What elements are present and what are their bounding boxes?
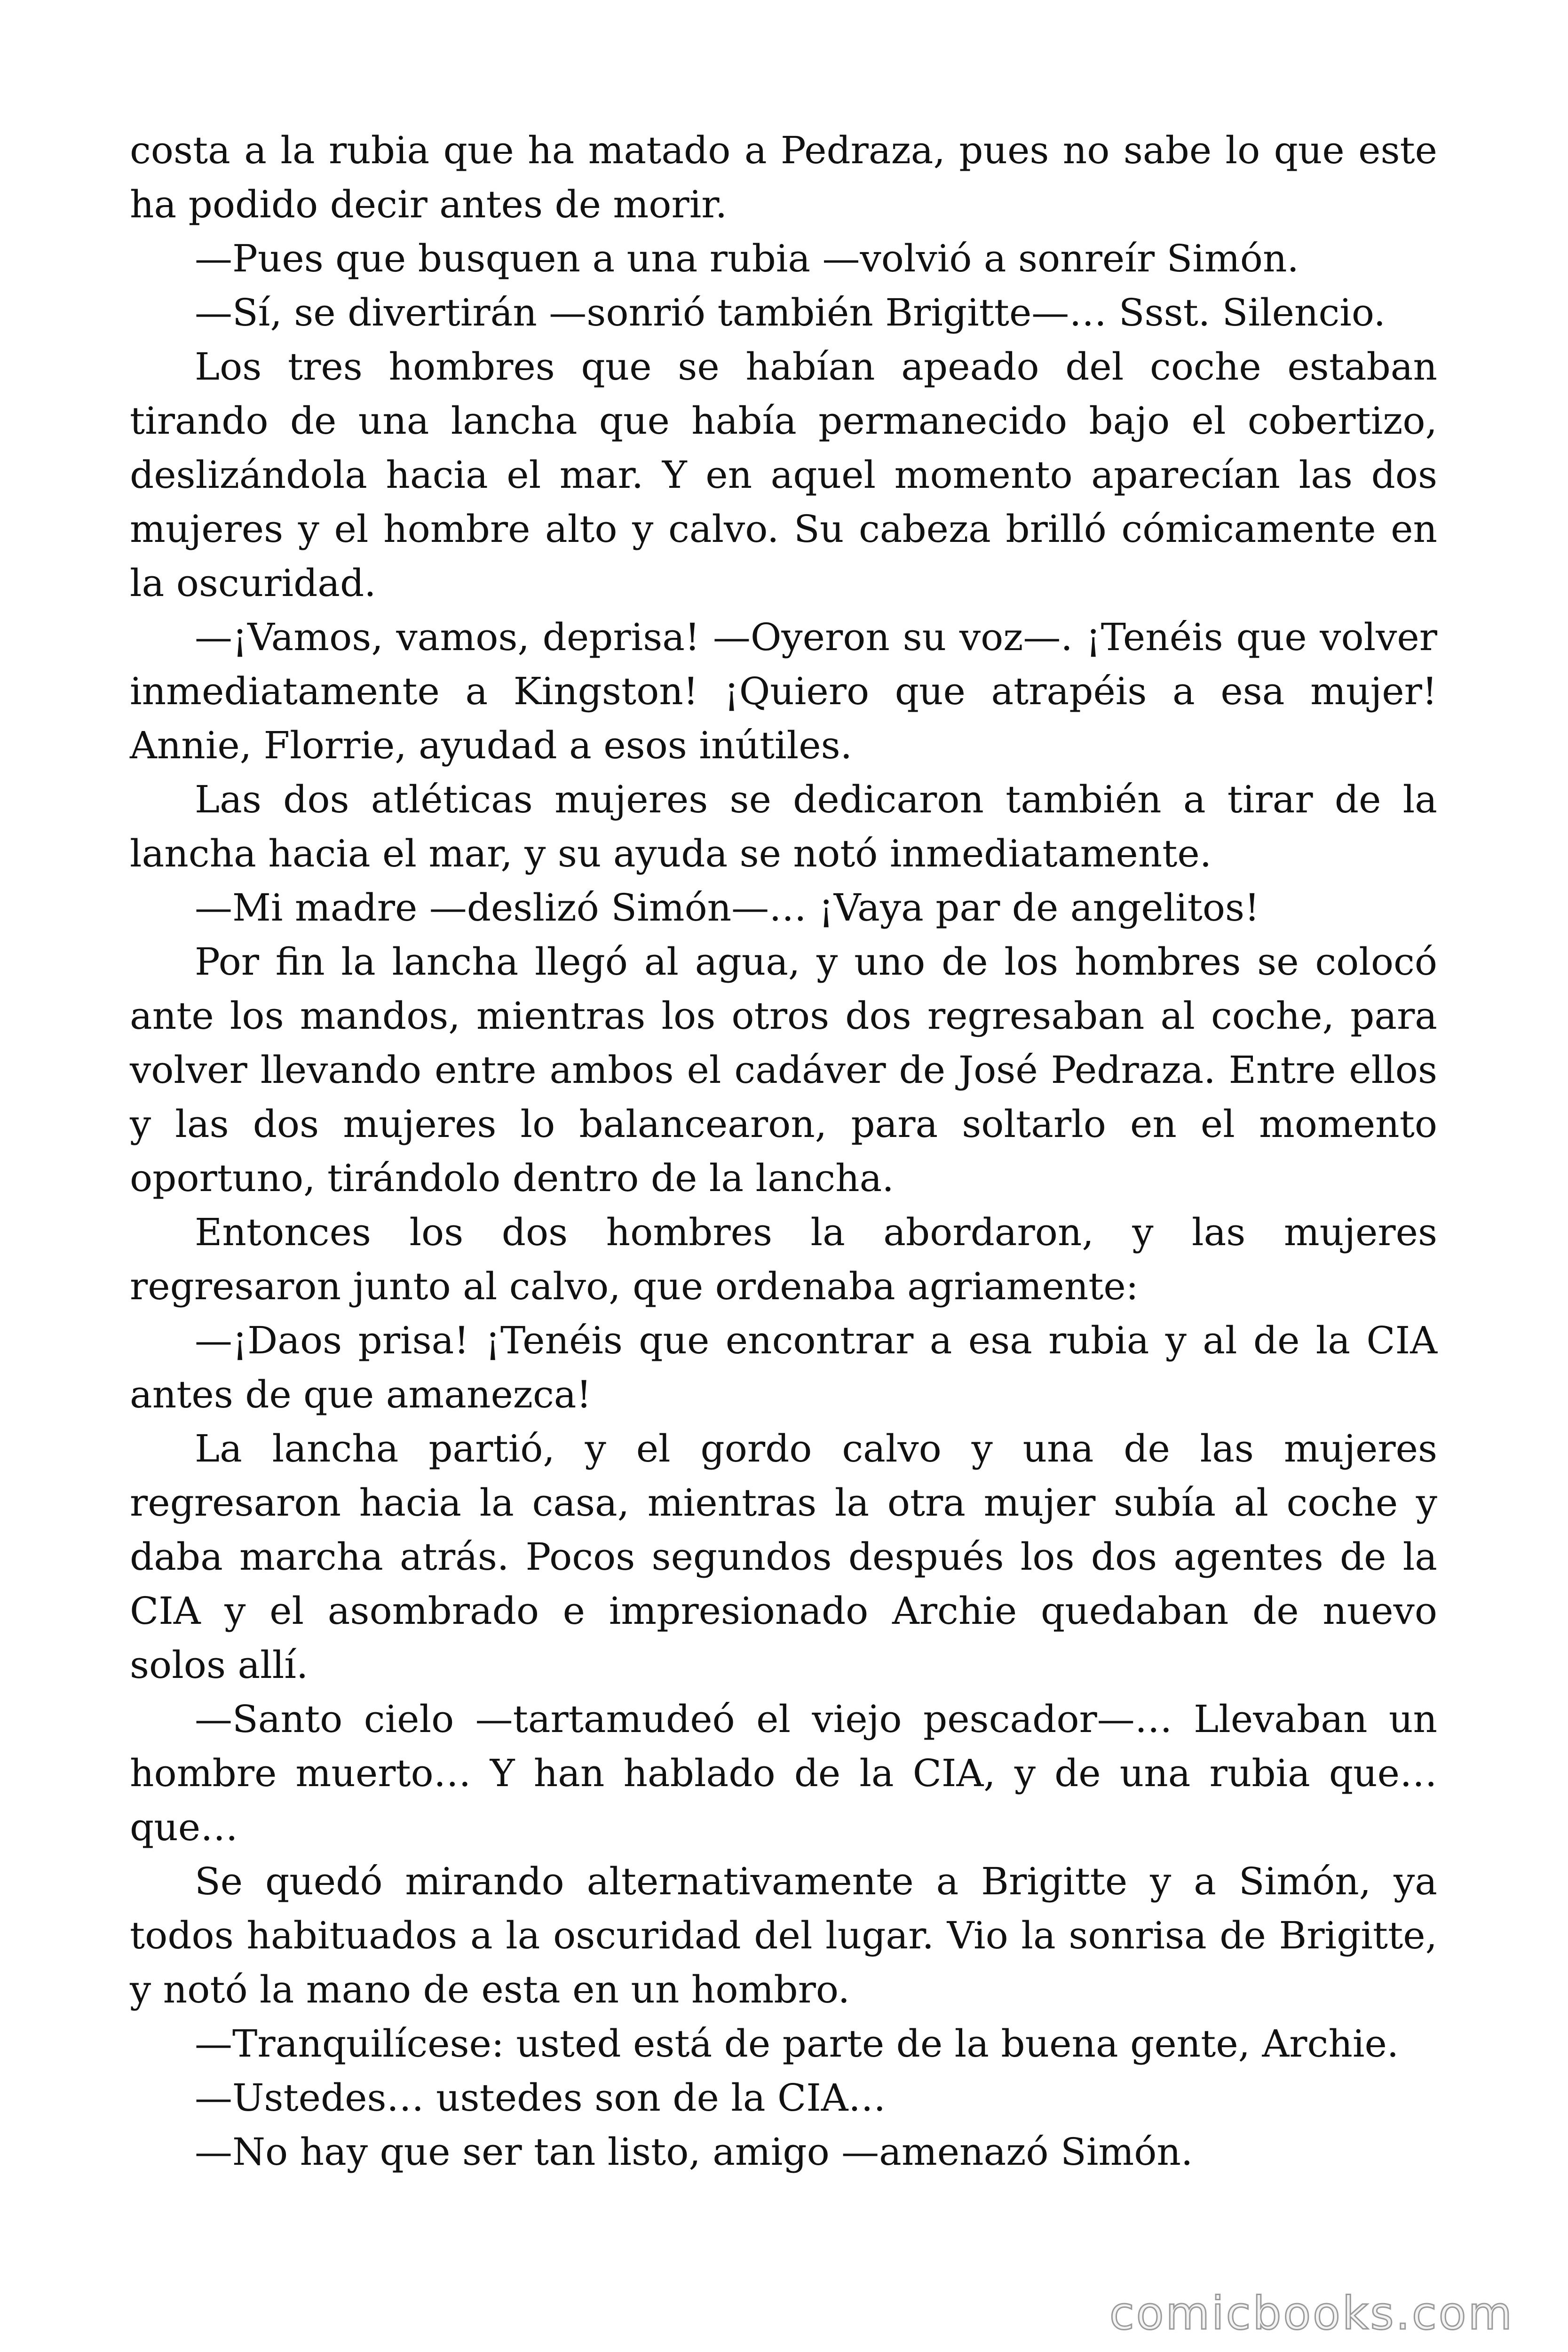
paragraph: Los tres hombres que se habían apeado del coche estaban tirando de una lancha que había permanecido bajo el cobertizo, deslizándola hacia el mar. Y en aquel momento aparecían las dos mujeres y el hombre alto y calvo. Su cabeza brilló cómicamente en la oscuridad. xyxy=(130,345,1437,605)
paragraph: —¡Daos prisa! ¡Tenéis que encontrar a esa rubia y al de la CIA antes de que amanezca! xyxy=(130,1319,1437,1416)
paragraph: —Santo cielo —tartamudeó el viejo pescador—… Llevaban un hombre muerto… Y han hablado de la CIA, y de una rubia que… que… xyxy=(130,1697,1437,1849)
paragraph: costa a la rubia que ha matado a Pedraza, pues no sabe lo que este ha podido decir antes de morir. xyxy=(130,128,1437,226)
paragraph: La lancha partió, y el gordo calvo y una de las mujeres regresaron hacia la casa, mientras la otra mujer subía al coche y daba marcha atrás. Pocos segundos después los dos agentes de la CIA y el asombrado e impresionado Archie quedaban de nuevo solos allí. xyxy=(130,1427,1437,1687)
body-text xyxy=(130,123,1437,2179)
paragraph: Las dos atléticas mujeres se dedicaron también a tirar de la lancha hacia el mar, y su ayuda se notó inmediatamente. xyxy=(130,778,1437,875)
paragraph: —No hay que ser tan listo, amigo —amenazó Simón. xyxy=(195,2130,1193,2174)
paragraph: Por fin la lancha llegó al agua, y uno de los hombres se colocó ante los mandos, mientras los otros dos regresaban al coche, para volver llevando entre ambos el cadáver de José Pedraza. Entre ellos y las dos mujeres lo balancearon, para soltarlo en el momento oportuno, tirándolo dentro de la lancha. xyxy=(130,940,1437,1200)
paragraph: —¡Vamos, vamos, deprisa! —Oyeron su voz—. ¡Tenéis que volver inmediatamente a Kingston! ¡Quiero que atrapéis a esa mujer! Annie, Florrie, ayudad a esos inútiles. xyxy=(130,615,1437,767)
paragraph: —Ustedes… ustedes son de la CIA… xyxy=(195,2076,886,2120)
watermark: comicbooks.com xyxy=(1109,2287,1514,2340)
paragraph: —Mi madre —deslizó Simón—… ¡Vaya par de angelitos! xyxy=(195,886,1260,930)
paragraph: —Tranquilícese: usted está de parte de la buena gente, Archie. xyxy=(195,2022,1399,2066)
paragraph: Se quedó mirando alternativamente a Brigitte y a Simón, ya todos habituados a la oscuridad del lugar. Vio la sonrisa de Brigitte, y notó la mano de esta en un hombro. xyxy=(130,1859,1437,2011)
paragraph: —Sí, se divertirán —sonrió también Brigitte—… Ssst. Silencio. xyxy=(195,291,1386,334)
paragraph: —Pues que busquen a una rubia —volvió a sonreír Simón. xyxy=(195,237,1299,280)
paragraph: Entonces los dos hombres la abordaron, y las mujeres regresaron junto al calvo, que ordenaba agriamente: xyxy=(130,1210,1437,1308)
